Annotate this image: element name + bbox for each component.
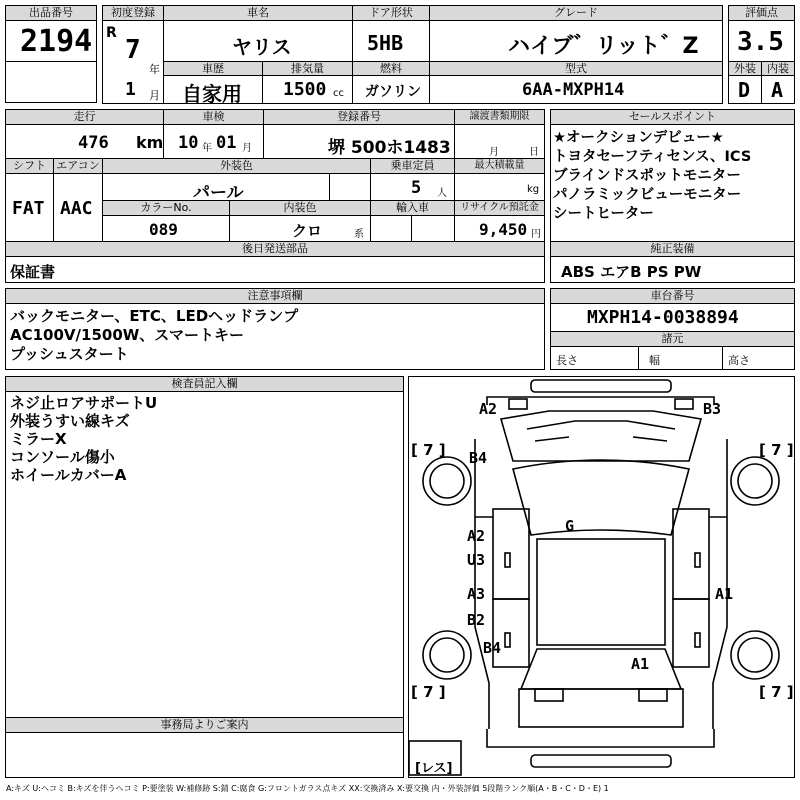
caution-notes — [5, 303, 545, 370]
int-grade: A — [771, 78, 784, 102]
ac-cell — [53, 173, 103, 242]
capacity-cell — [370, 173, 455, 201]
shift-label: シフト — [5, 158, 54, 174]
color-label: 外装色 — [102, 158, 371, 174]
tire-rear-left: [ 7 ] — [411, 683, 446, 701]
color-no-cell — [102, 215, 230, 242]
color: パール — [193, 183, 244, 201]
first-reg-cell — [102, 20, 164, 104]
tire-front-right: [ 7 ] — [759, 441, 794, 459]
rear-panel — [487, 729, 714, 747]
reg-month-unit: 月 — [149, 89, 160, 102]
front-right-door — [673, 509, 709, 599]
ac: AAC — [60, 198, 93, 219]
lot-number: 2194 — [20, 24, 93, 59]
caution-line: プッシュスタート — [10, 345, 129, 363]
int-color-cell — [229, 215, 371, 242]
inspector-line: コンソール傷小 — [10, 448, 115, 466]
model-label: 車名 — [163, 5, 353, 21]
front-left-door — [493, 509, 529, 599]
grade: ハイブ゛リット゛Z — [508, 34, 699, 59]
caution-line: バックモニター、ETC、LEDヘッドランプ — [10, 307, 299, 325]
model-cell — [163, 20, 353, 62]
inspect-label: 車検 — [163, 109, 264, 125]
hood — [501, 411, 701, 461]
office-notes — [5, 732, 404, 778]
reg-month: 1 — [125, 79, 136, 100]
right-body-side — [713, 439, 727, 729]
sales-item: シートヒーター — [553, 206, 654, 222]
grade-cell — [429, 20, 723, 62]
mileage: 476 — [78, 133, 109, 153]
sales-points — [550, 124, 795, 242]
int-cell — [761, 75, 795, 104]
load-unit: kg — [527, 184, 540, 195]
load-cell — [454, 173, 545, 201]
wheel-rear-right-inner — [738, 638, 772, 672]
color-cell — [102, 173, 330, 201]
mileage-label: 走行 — [5, 109, 164, 125]
chassis-label: 車台番号 — [550, 288, 795, 304]
chassis-cell — [550, 303, 795, 332]
door: 5HB — [367, 31, 404, 55]
transfer-day-unit: 日 — [529, 147, 539, 158]
spec-width — [638, 346, 723, 370]
damage-mark: B2 — [467, 611, 486, 629]
type-cell — [429, 75, 723, 104]
damage-mark: A2 — [467, 527, 486, 545]
inspector-line: ネジ止ロアサポートU — [10, 394, 158, 412]
lot-cell — [5, 20, 97, 62]
plate-cell — [263, 124, 455, 159]
damage-mark: G — [565, 517, 575, 535]
car-diagram — [408, 376, 795, 778]
caution-line: AC100V/1500W、スマートキー — [10, 326, 245, 344]
spare-tire: [レス] — [415, 761, 453, 776]
lot-blank — [5, 61, 97, 103]
import-cell-b — [411, 215, 455, 242]
damage-mark: B3 — [703, 400, 722, 418]
wheel-rear-left-inner — [430, 638, 464, 672]
recycle-label: リサイクル預託金 — [454, 200, 545, 216]
length-label: 長さ — [556, 354, 578, 367]
damage-mark: A3 — [467, 585, 486, 603]
height-label: 高さ — [728, 354, 750, 367]
shift: FAT — [12, 198, 45, 219]
plate: 堺 500ホ1483 — [328, 138, 451, 158]
damage-mark: B4 — [483, 639, 502, 657]
spec-label: 諸元 — [550, 331, 795, 347]
import-label: 輸入車 — [370, 200, 455, 216]
color-no: 089 — [149, 220, 178, 239]
roof — [537, 539, 665, 645]
int-color-label: 内装色 — [229, 200, 371, 216]
inspector-line: ミラーX — [10, 430, 67, 448]
inspect-year-unit: 年 — [202, 143, 212, 154]
taillight-left — [535, 689, 563, 701]
recycle-cell — [454, 215, 545, 242]
door-label: ドア形状 — [352, 5, 430, 21]
taillight-right — [639, 689, 667, 701]
equipment: ABS エアB PS PW — [561, 263, 702, 281]
mileage-cell — [5, 124, 164, 159]
later-parts: 保証書 — [10, 263, 56, 281]
door-handle — [695, 633, 700, 647]
left-body-side — [475, 439, 489, 729]
inspect-month-unit: 月 — [242, 143, 252, 154]
history: 自家用 — [182, 82, 242, 104]
headlight-right — [675, 399, 693, 409]
ac-label: エアコン — [53, 158, 103, 174]
capacity-label: 乗車定員 — [370, 158, 455, 174]
inspect-month: 01 — [216, 133, 237, 153]
damage-mark: U3 — [467, 551, 486, 569]
sales-label: セールスポイント — [550, 109, 795, 125]
windshield — [513, 460, 689, 535]
later-cell — [5, 256, 545, 283]
sales-item: ブラインドスポットモニター — [553, 168, 741, 184]
model-type: 6AA-MXPH14 — [522, 80, 625, 100]
recycle-unit: 円 — [531, 229, 541, 240]
grade-label: グレード — [429, 5, 723, 21]
transfer-cell — [454, 124, 545, 159]
plate-label: 登録番号 — [263, 109, 455, 125]
spec-height — [722, 346, 795, 370]
inspector-label: 検査員記入欄 — [5, 376, 404, 392]
ext-cell — [728, 75, 762, 104]
rear-hatch — [519, 689, 683, 727]
load-label: 最大積載量 — [454, 158, 545, 174]
int-color: クロ — [292, 222, 323, 240]
equip-cell — [550, 256, 795, 283]
displacement: 1500 — [283, 79, 327, 100]
ext-grade: D — [738, 78, 751, 102]
damage-mark: A1 — [715, 585, 734, 603]
capacity-unit: 人 — [437, 188, 447, 199]
disp-label: 排気量 — [262, 61, 353, 76]
score-cell — [728, 20, 795, 62]
fuel-cell — [352, 75, 430, 104]
door-handle — [505, 553, 510, 567]
door-cell — [352, 20, 430, 62]
score-label: 評価点 — [728, 5, 795, 21]
import-cell-a — [370, 215, 412, 242]
fuel-label: 燃料 — [352, 61, 430, 76]
model: ヤリス — [232, 35, 292, 59]
hood-crease — [633, 437, 667, 441]
later-label: 後日発送部品 — [5, 241, 545, 257]
damage-mark: A2 — [479, 400, 498, 418]
capacity: 5 — [411, 178, 422, 198]
door-handle — [695, 553, 700, 567]
int-label: 内装 — [761, 61, 795, 76]
hood-crease — [535, 437, 569, 441]
sales-item: ★オークションデビュー★ — [553, 130, 724, 146]
spec-length — [550, 346, 639, 370]
disp-cell — [262, 75, 353, 104]
hood-line — [527, 421, 675, 429]
caution-label: 注意事項欄 — [5, 288, 545, 304]
fuel: ガソリン — [365, 84, 421, 100]
wheel-front-right-inner — [738, 464, 772, 498]
inspector-line: 外装うすい線キズ — [10, 412, 130, 430]
era: R — [106, 25, 117, 41]
damage-mark: A1 — [631, 655, 650, 673]
reg-year: 7 — [125, 35, 141, 65]
headlight-left — [509, 399, 527, 409]
inspect-cell — [163, 124, 264, 159]
ext-label: 外装 — [728, 61, 762, 76]
equip-label: 純正装備 — [550, 241, 795, 257]
score: 3.5 — [737, 27, 784, 57]
mileage-unit: km — [136, 133, 164, 152]
color-no-label: カラーNo. — [102, 200, 230, 216]
sales-item: トヨタセーフティセンス、ICS — [553, 149, 752, 165]
width-label: 幅 — [649, 354, 660, 367]
sales-item: パノラミックビューモニター — [553, 187, 742, 203]
history-label: 車歴 — [163, 61, 263, 76]
tire-rear-right: [ 7 ] — [759, 683, 794, 701]
recycle: 9,450 — [479, 220, 528, 239]
disp-unit: cc — [333, 88, 344, 99]
rear-bumper — [531, 755, 671, 767]
type-label: 型式 — [429, 61, 723, 76]
inspector-line: ホイールカバーA — [10, 466, 127, 484]
legend: A:キズ U:ヘコミ B:キズを伴うヘコミ P:要塗装 W:補修跡 S:錆 C:腐食 G:フロントガラス点キズ XX:交換済み X:要交換 内・外装評価 5段階ランク順(A・B・C・D・E) 1 — [6, 784, 609, 793]
tire-front-left: [ 7 ] — [411, 441, 446, 459]
first-reg-label: 初度登録 — [102, 5, 164, 21]
transfer-month-unit: 月 — [489, 147, 499, 158]
front-bumper — [531, 380, 671, 392]
reg-year-unit: 年 — [149, 63, 160, 76]
wheel-front-left-inner — [430, 464, 464, 498]
lot-label: 出品番号 — [5, 5, 97, 21]
car-diagram-svg — [409, 377, 794, 777]
office-label: 事務局よりご案内 — [5, 717, 404, 733]
rear-window — [521, 649, 681, 689]
history-cell — [163, 75, 263, 104]
inspect-year: 10 — [178, 133, 199, 153]
int-color-unit: 系 — [354, 229, 364, 240]
damage-mark: B4 — [469, 449, 488, 467]
color-extra — [329, 173, 371, 201]
rear-right-door — [673, 599, 709, 667]
transfer-label: 譲渡書類期限 — [454, 109, 545, 125]
chassis-number: MXPH14-0038894 — [587, 307, 739, 328]
door-handle — [505, 633, 510, 647]
inspector-notes — [5, 391, 404, 718]
shift-cell — [5, 173, 54, 242]
